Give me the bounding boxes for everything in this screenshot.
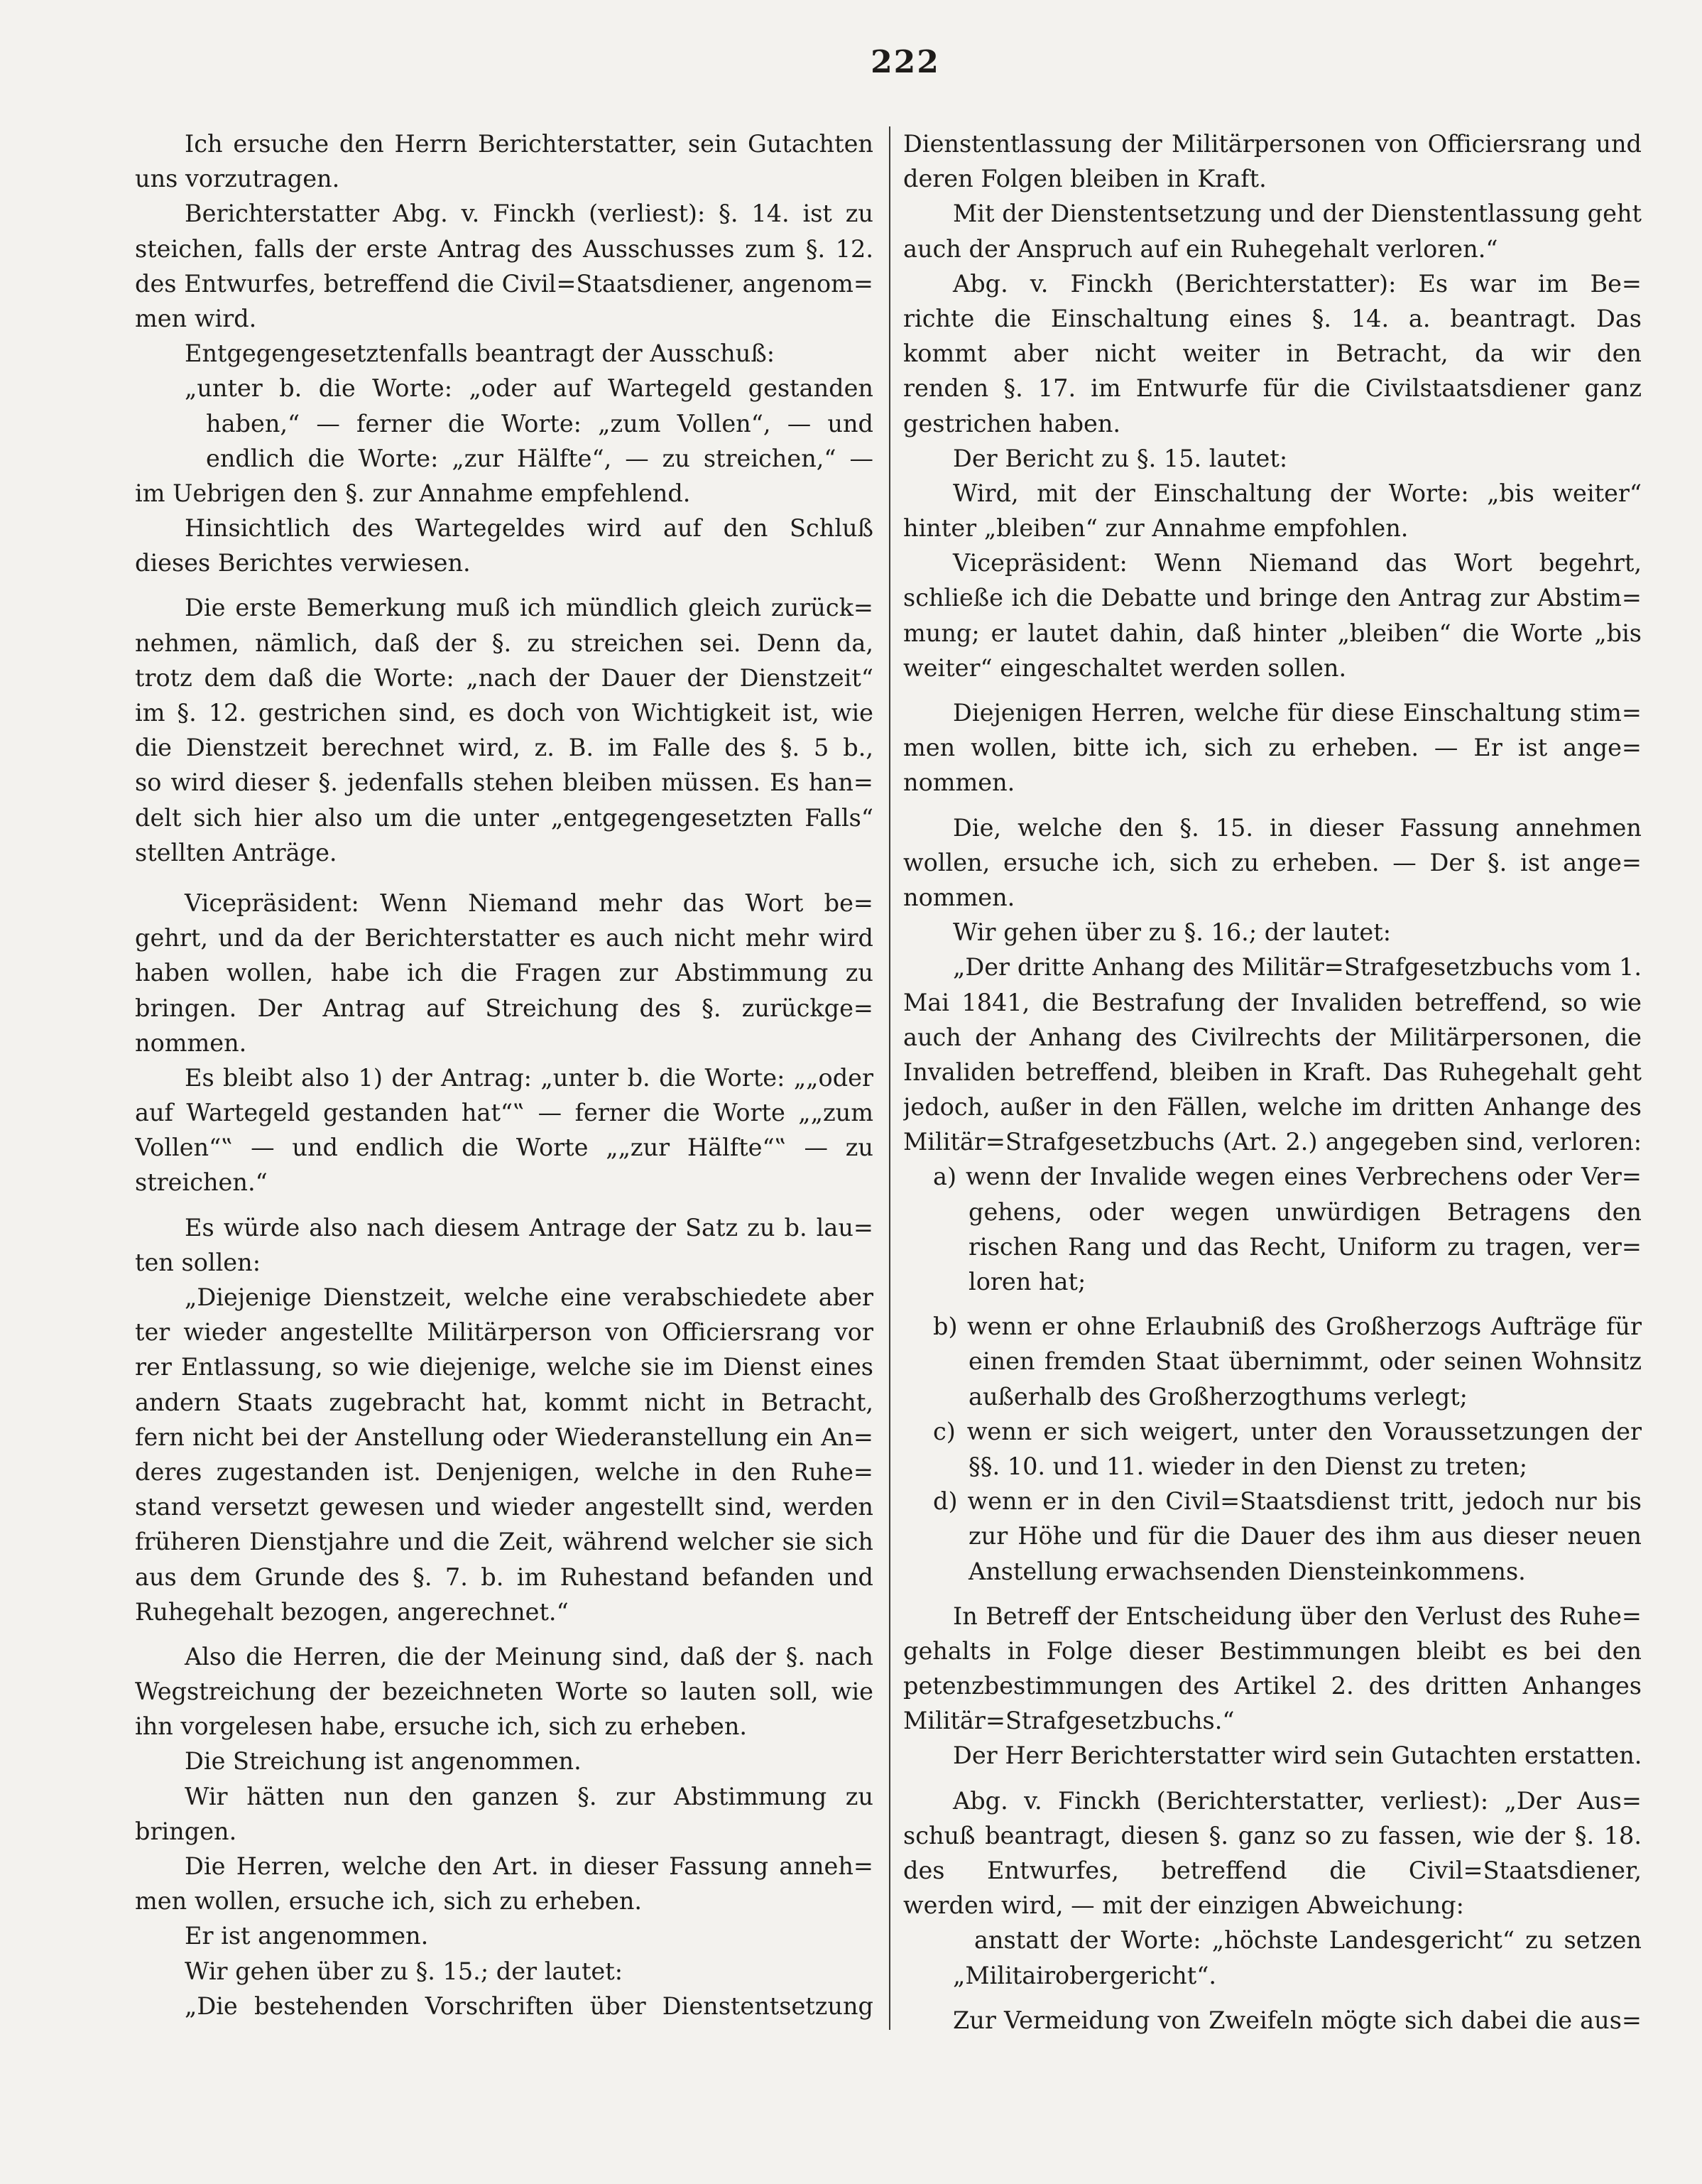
text-line: auf Wartegeld gestanden hat“‟ — ferner die Worte „„zum xyxy=(135,1099,873,1127)
text-line: im Uebrigen den §. zur Annahme empfehlend. xyxy=(135,479,691,507)
text-line: weiter“ eingeschaltet werden sollen. xyxy=(903,653,1347,682)
text-line: außerhalb des Großherzogthums verlegt; xyxy=(969,1382,1468,1411)
text-line: Wird, mit der Einschaltung der Worte: „bis weiter“ xyxy=(953,479,1642,507)
text-line: richte die Einschaltung eines §. 14. a. beantragt. Das xyxy=(903,304,1642,332)
text-line: nommen. xyxy=(135,1028,247,1057)
text-line: rer Entlassung, so wie diejenige, welche sie im Dienst eines xyxy=(135,1353,873,1381)
text-line: die Dienstzeit berechnet wird, z. B. im Falle des §. 5 b., xyxy=(135,734,873,762)
text-line: Hinsichtlich des Wartegeldes wird auf den Schluß xyxy=(185,514,873,543)
text-line: streichen.“ xyxy=(135,1168,268,1197)
text-line: Die Streichung ist angenommen. xyxy=(185,1747,582,1776)
text-line: b) wenn er ohne Erlaubniß des Großherzogs Aufträge für xyxy=(933,1313,1642,1341)
text-line: gehens, oder wegen unwürdigen Betragens den xyxy=(969,1197,1642,1226)
text-line: nommen. xyxy=(903,883,1015,911)
text-line: Dienstentlassung der Militärpersonen von Officiersrang und xyxy=(903,130,1642,158)
text-line: Abg. v. Finckh (Berichterstatter): Es war im Be= xyxy=(953,269,1642,298)
text-line: Abg. v. Finckh (Berichterstatter, verliest): „Der Aus= xyxy=(953,1786,1642,1815)
right-column xyxy=(903,126,1642,2038)
text-line: d) wenn er in den Civil=Staatsdienst tritt, jedoch nur bis xyxy=(933,1487,1642,1516)
text-line: schuß beantragt, diesen §. ganz so zu fassen, wie der §. 18. xyxy=(903,1821,1642,1849)
text-line: rischen Rang und das Recht, Uniform zu tragen, ver= xyxy=(969,1232,1642,1261)
text-line: so wird dieser §. jedenfalls stehen bleiben müssen. Es han= xyxy=(135,768,873,797)
text-line: Ruhegehalt bezogen, angerechnet.“ xyxy=(135,1597,569,1626)
text-line: renden §. 17. im Entwurfe für die Civilstaatsdiener ganz xyxy=(903,374,1642,403)
text-line: „Diejenige Dienstzeit, welche eine verabschiedete aber xyxy=(185,1283,873,1311)
text-line: Militär=Strafgesetzbuchs.“ xyxy=(903,1707,1235,1735)
text-line: Es bleibt also 1) der Antrag: „unter b. die Worte: „„oder xyxy=(185,1063,873,1092)
text-line: auch der Anhang des Civilrechts der Militärpersonen, die xyxy=(903,1023,1642,1051)
text-line: Mit der Dienstentsetzung und der Dienstentlassung geht xyxy=(953,200,1642,228)
text-line: Berichterstatter Abg. v. Finckh (verliest): §. 14. ist zu xyxy=(185,200,873,228)
text-line: früheren Dienstjahre und die Zeit, während welcher sie sich xyxy=(135,1528,873,1556)
text-line: gehrt, und da der Berichterstatter es auch nicht mehr wird xyxy=(135,924,873,952)
text-line: schließe ich die Debatte und bringe den Antrag zur Abstim= xyxy=(903,584,1642,612)
text-line: men wird. xyxy=(135,304,257,332)
text-line: trotz dem daß die Worte: „nach der Dauer der Dienstzeit“ xyxy=(135,663,873,692)
text-line: werden wird, — mit der einzigen Abweichung: xyxy=(903,1891,1464,1920)
text-line: fern nicht bei der Anstellung oder Wiederanstellung ein An= xyxy=(135,1423,873,1451)
text-line: Entgegengesetztenfalls beantragt der Ausschuß: xyxy=(185,339,775,368)
text-line: nehmen, nämlich, daß der §. zu streichen sei. Denn da, xyxy=(135,629,873,657)
text-line: „Der dritte Anhang des Militär=Strafgesetzbuchs vom 1. xyxy=(953,953,1642,982)
text-line: bringen. xyxy=(135,1817,237,1845)
text-line: Wir gehen über zu §. 16.; der lautet: xyxy=(953,918,1391,947)
text-line: §§. 10. und 11. wieder in den Dienst zu treten; xyxy=(969,1452,1528,1480)
column-divider xyxy=(889,126,890,2030)
text-line: andern Staats zugebracht hat, kommt nicht in Betracht, xyxy=(135,1388,873,1416)
text-line: auch der Anspruch auf ein Ruhegehalt verloren.“ xyxy=(903,234,1498,263)
text-line: Zur Vermeidung von Zweifeln mögte sich dabei die aus= xyxy=(953,2006,1642,2034)
text-line: deren Folgen bleiben in Kraft. xyxy=(903,165,1267,193)
text-line: Militär=Strafgesetzbuchs (Art. 2.) angegeben sind, verloren: xyxy=(903,1128,1642,1156)
text-line: steichen, falls der erste Antrag des Ausschusses zum §. 12. xyxy=(135,234,873,263)
text-line: Also die Herren, die der Meinung sind, daß der §. nach xyxy=(185,1642,873,1670)
text-line: Diejenigen Herren, welche für diese Einschaltung stim= xyxy=(953,699,1642,727)
text-line: deres zugestanden ist. Denjenigen, welche in den Ruhe= xyxy=(135,1457,873,1486)
text-line: ter wieder angestellte Militärperson von Officiersrang vor xyxy=(135,1318,873,1347)
text-line: Der Bericht zu §. 15. lautet: xyxy=(953,444,1288,472)
text-line: anstatt der Worte: „höchste Landesgericht“ zu setzen xyxy=(974,1926,1642,1955)
text-line: ihn vorgelesen habe, ersuche ich, sich zu erheben. xyxy=(135,1712,748,1741)
text-line: men wollen, bitte ich, sich zu erheben. — Er ist ange= xyxy=(903,734,1642,762)
text-line: In Betreff der Entscheidung über den Verlust des Ruhe= xyxy=(953,1602,1642,1630)
text-line: „Militairobergericht“. xyxy=(953,1961,1216,1989)
text-line: einen fremden Staat übernimmt, oder seinen Wohnsitz xyxy=(969,1347,1642,1376)
text-line: Vicepräsident: Wenn Niemand mehr das Wort be= xyxy=(185,889,873,917)
text-line: aus dem Grunde des §. 7. b. im Ruhestand befanden und xyxy=(135,1563,873,1591)
text-line: kommt aber nicht weiter in Betracht, da wir den xyxy=(903,339,1642,368)
text-line: Anstellung erwachsenden Diensteinkommens. xyxy=(969,1557,1526,1585)
text-line: Wir gehen über zu §. 15.; der lautet: xyxy=(185,1957,623,1985)
left-column xyxy=(135,126,873,2023)
text-line: c) wenn er sich weigert, unter den Voraussetzungen der xyxy=(933,1417,1642,1445)
text-line: a) wenn der Invalide wegen eines Verbrechens oder Ver= xyxy=(933,1163,1642,1191)
text-line: loren hat; xyxy=(969,1268,1086,1295)
text-line: gehalts in Folge dieser Bestimmungen bleibt es bei den xyxy=(903,1636,1642,1665)
text-line: „unter b. die Worte: „oder auf Wartegeld gestanden xyxy=(185,374,873,403)
page-number: 222 xyxy=(871,44,940,80)
text-line: petenzbestimmungen des Artikel 2. des dritten Anhanges xyxy=(903,1672,1642,1700)
text-line: men wollen, ersuche ich, sich zu erheben. xyxy=(135,1887,643,1916)
text-line: jedoch, außer in den Fällen, welche im dritten Anhange des xyxy=(903,1093,1642,1121)
text-line: Wir hätten nun den ganzen §. zur Abstimmung zu xyxy=(185,1782,873,1810)
text-line: hinter „bleiben“ zur Annahme empfohlen. xyxy=(903,514,1409,543)
text-line: haben,“ — ferner die Worte: „zum Vollen“, — und xyxy=(206,409,873,438)
text-line: endlich die Worte: „zur Hälfte“, — zu streichen,“ — xyxy=(206,444,873,472)
text-line: ten sollen: xyxy=(135,1248,261,1276)
text-line: „Die bestehenden Vorschriften über Dienstentsetzung xyxy=(185,1992,873,2020)
text-line: Mai 1841, die Bestrafung der Invaliden betreffend, so wie xyxy=(903,988,1642,1016)
text-line: Invaliden betreffend, bleiben in Kraft. Das Ruhegehalt geht xyxy=(903,1058,1642,1086)
text-line: Vicepräsident: Wenn Niemand das Wort begehrt, xyxy=(953,549,1642,577)
text-line: im §. 12. gestrichen sind, es doch von Wichtigkeit ist, wie xyxy=(135,699,873,727)
text-line: gestrichen haben. xyxy=(903,409,1121,438)
text-line: Wegstreichung der bezeichneten Worte so lauten soll, wie xyxy=(135,1678,873,1706)
text-line: bringen. Der Antrag auf Streichung des §. zurückge= xyxy=(135,994,873,1022)
text-line: dieses Berichtes verwiesen. xyxy=(135,549,471,577)
text-line: Vollen“‟ — und endlich die Worte „„zur Hälfte“‟ — zu xyxy=(135,1134,873,1162)
text-line: Die Herren, welche den Art. in dieser Fassung anneh= xyxy=(185,1852,873,1880)
text-line: Es würde also nach diesem Antrage der Satz zu b. lau= xyxy=(185,1213,873,1242)
text-line: nommen. xyxy=(903,768,1015,797)
text-line: stand versetzt gewesen und wieder angestellt sind, werden xyxy=(135,1493,873,1521)
text-line: Ich ersuche den Herrn Berichterstatter, sein Gutachten xyxy=(185,130,873,158)
text-line: mung; er lautet dahin, daß hinter „bleiben“ die Worte „bis xyxy=(903,619,1642,647)
text-line: des Entwurfes, betreffend die Civil=Staatsdiener, xyxy=(903,1857,1642,1884)
text-line: stellten Anträge. xyxy=(135,838,337,866)
text-line: Die erste Bemerkung muß ich mündlich gleich zurück= xyxy=(185,594,873,622)
text-line: zur Höhe und für die Dauer des ihm aus dieser neuen xyxy=(969,1522,1642,1550)
text-line: delt sich hier also um die unter „entgegengesetzten Falls“ xyxy=(135,803,873,832)
text-line: Er ist angenommen. xyxy=(185,1922,429,1950)
text-line: des Entwurfes, betreffend die Civil=Staatsdiener, angenom= xyxy=(135,269,873,298)
text-line: haben wollen, habe ich die Fragen zur Abstimmung zu xyxy=(135,959,873,987)
text-line: wollen, ersuche ich, sich zu erheben. — Der §. ist ange= xyxy=(903,848,1642,876)
text-line: Der Herr Berichterstatter wird sein Gutachten erstatten. xyxy=(953,1742,1642,1770)
text-line: Die, welche den §. 15. in dieser Fassung annehmen xyxy=(953,813,1642,842)
text-line: uns vorzutragen. xyxy=(135,165,340,193)
